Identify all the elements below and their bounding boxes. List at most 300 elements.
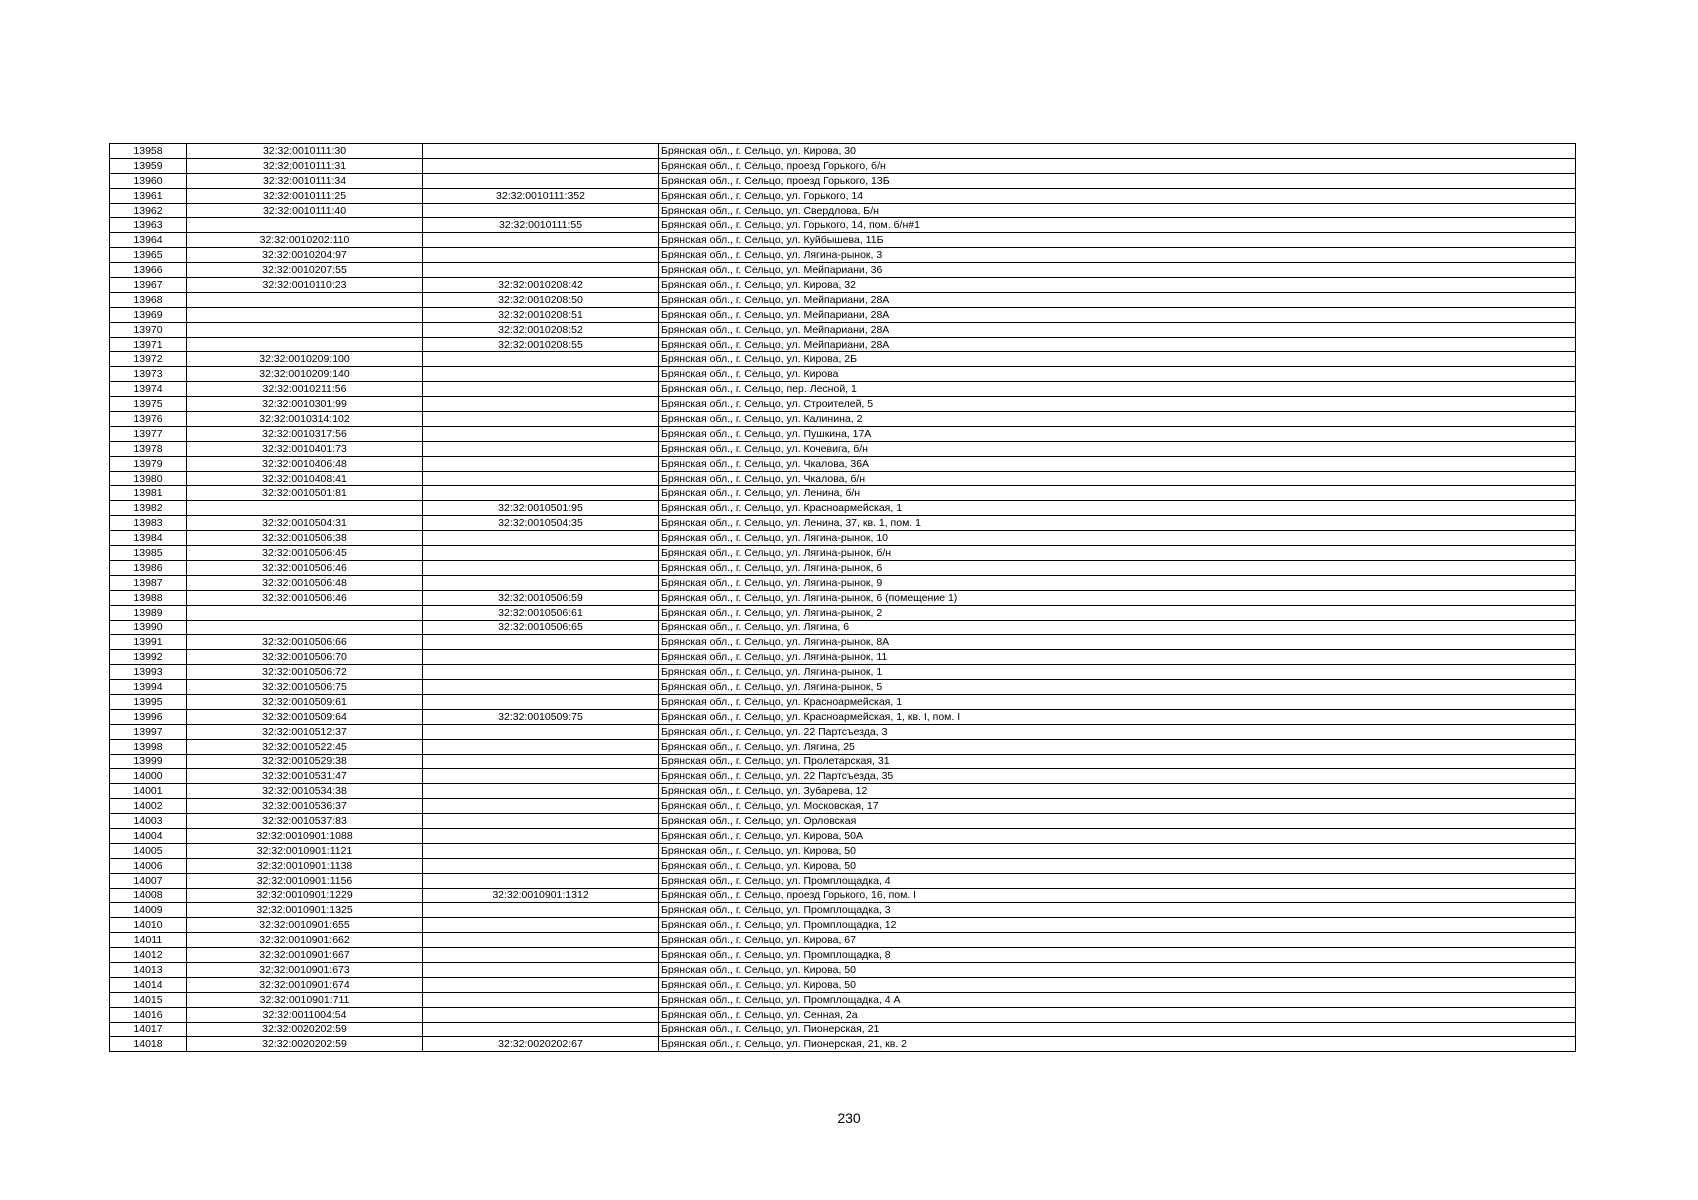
address-cell: Брянская обл., г. Сельцо, ул. Лягина-рынок, 11 <box>659 650 1576 665</box>
sub-object-number-cell: 32:32:0010208:51 <box>423 307 659 322</box>
address-cell: Брянская обл., г. Сельцо, ул. Пролетарская, 31 <box>659 754 1576 769</box>
cadastral-number-cell: 32:32:0010111:31 <box>187 158 423 173</box>
table-row <box>110 933 1576 948</box>
row-number-cell: 14001 <box>110 784 187 799</box>
sub-object-number-cell <box>423 397 659 412</box>
cadastral-number-cell: 32:32:0010506:72 <box>187 665 423 680</box>
cadastral-number-cell: 32:32:0010512:37 <box>187 724 423 739</box>
sub-object-number-cell <box>423 858 659 873</box>
sub-object-number-cell <box>423 650 659 665</box>
row-number-cell: 13961 <box>110 188 187 203</box>
address-cell: Брянская обл., г. Сельцо, ул. Кирова, 30 <box>659 144 1576 159</box>
sub-object-number-cell <box>423 828 659 843</box>
row-number-cell: 13964 <box>110 233 187 248</box>
table-row <box>110 486 1576 501</box>
cadastral-number-cell: 32:32:0010204:97 <box>187 248 423 263</box>
table-row <box>110 992 1576 1007</box>
sub-object-number-cell: 32:32:0010504:35 <box>423 516 659 531</box>
address-cell: Брянская обл., г. Сельцо, ул. Мейпариани, 28А <box>659 322 1576 337</box>
sub-object-number-cell <box>423 843 659 858</box>
row-number-cell: 13985 <box>110 546 187 561</box>
table-row <box>110 546 1576 561</box>
cadastral-number-cell <box>187 501 423 516</box>
row-number-cell: 14003 <box>110 814 187 829</box>
table-row <box>110 739 1576 754</box>
sub-object-number-cell <box>423 665 659 680</box>
cadastral-number-cell: 32:32:0010207:55 <box>187 263 423 278</box>
address-cell: Брянская обл., г. Сельцо, ул. Кирова, 50 <box>659 962 1576 977</box>
table-row <box>110 784 1576 799</box>
table-row <box>110 516 1576 531</box>
table-row <box>110 888 1576 903</box>
row-number-cell: 13986 <box>110 560 187 575</box>
row-number-cell: 13962 <box>110 203 187 218</box>
sub-object-number-cell <box>423 635 659 650</box>
address-cell: Брянская обл., г. Сельцо, ул. Красноармейская, 1 <box>659 694 1576 709</box>
row-number-cell: 13969 <box>110 307 187 322</box>
address-cell: Брянская обл., г. Сельцо, ул. Мейпариани, 36 <box>659 263 1576 278</box>
cadastral-number-cell: 32:32:0010506:70 <box>187 650 423 665</box>
sub-object-number-cell: 32:32:0010111:55 <box>423 218 659 233</box>
table-row <box>110 531 1576 546</box>
cadastral-number-cell: 32:32:0010901:1156 <box>187 873 423 888</box>
table-row <box>110 307 1576 322</box>
sub-object-number-cell <box>423 248 659 263</box>
sub-object-number-cell <box>423 560 659 575</box>
cadastral-number-cell: 32:32:0010529:38 <box>187 754 423 769</box>
row-number-cell: 13978 <box>110 441 187 456</box>
cadastral-number-cell: 32:32:0010901:1088 <box>187 828 423 843</box>
table-row <box>110 158 1576 173</box>
table-row <box>110 278 1576 293</box>
row-number-cell: 13974 <box>110 382 187 397</box>
row-number-cell: 14009 <box>110 903 187 918</box>
address-cell: Брянская обл., г. Сельцо, ул. Лягина-рынок, 6 <box>659 560 1576 575</box>
table-row <box>110 962 1576 977</box>
row-number-cell: 14013 <box>110 962 187 977</box>
cadastral-number-cell: 32:32:0010111:40 <box>187 203 423 218</box>
sub-object-number-cell: 32:32:0020202:67 <box>423 1037 659 1052</box>
row-number-cell: 13996 <box>110 709 187 724</box>
sub-object-number-cell: 32:32:0010208:42 <box>423 278 659 293</box>
table-row <box>110 188 1576 203</box>
cadastral-number-cell: 32:32:0010901:1121 <box>187 843 423 858</box>
address-cell: Брянская обл., г. Сельцо, ул. Лягина-рынок, 6 (помещение 1) <box>659 590 1576 605</box>
address-cell: Брянская обл., г. Сельцо, ул. Кирова, 2Б <box>659 352 1576 367</box>
address-cell: Брянская обл., г. Сельцо, ул. Свердлова, Б/н <box>659 203 1576 218</box>
cadastral-number-cell <box>187 620 423 635</box>
sub-object-number-cell: 32:32:0010501:95 <box>423 501 659 516</box>
row-number-cell: 13988 <box>110 590 187 605</box>
address-cell: Брянская обл., г. Сельцо, ул. Промплощадка, 4 А <box>659 992 1576 1007</box>
address-cell: Брянская обл., г. Сельцо, ул. Чкалова, 36А <box>659 456 1576 471</box>
sub-object-number-cell <box>423 680 659 695</box>
cadastral-number-cell: 32:32:0010901:1138 <box>187 858 423 873</box>
sub-object-number-cell: 32:32:0010509:75 <box>423 709 659 724</box>
table-row <box>110 501 1576 516</box>
table-row <box>110 203 1576 218</box>
cadastral-number-cell: 32:32:0010506:45 <box>187 546 423 561</box>
address-cell: Брянская обл., г. Сельцо, ул. Кирова, 67 <box>659 933 1576 948</box>
table-row <box>110 233 1576 248</box>
table-row <box>110 665 1576 680</box>
sub-object-number-cell <box>423 158 659 173</box>
table-row <box>110 635 1576 650</box>
cadastral-number-cell: 32:32:0010506:46 <box>187 590 423 605</box>
row-number-cell: 13997 <box>110 724 187 739</box>
table-row <box>110 977 1576 992</box>
sub-object-number-cell: 32:32:0010901:1312 <box>423 888 659 903</box>
row-number-cell: 13972 <box>110 352 187 367</box>
sub-object-number-cell <box>423 173 659 188</box>
address-cell: Брянская обл., г. Сельцо, ул. Кирова, 50 <box>659 977 1576 992</box>
row-number-cell: 13981 <box>110 486 187 501</box>
sub-object-number-cell <box>423 456 659 471</box>
table-row <box>110 456 1576 471</box>
cadastral-number-cell: 32:32:0010408:41 <box>187 471 423 486</box>
row-number-cell: 13989 <box>110 605 187 620</box>
table-row <box>110 337 1576 352</box>
table-row <box>110 724 1576 739</box>
sub-object-number-cell: 32:32:0010506:61 <box>423 605 659 620</box>
table-row <box>110 248 1576 263</box>
row-number-cell: 13995 <box>110 694 187 709</box>
address-cell: Брянская обл., г. Сельцо, ул. Кирова, 50А <box>659 828 1576 843</box>
cadastral-number-cell: 32:32:0010522:45 <box>187 739 423 754</box>
row-number-cell: 14010 <box>110 918 187 933</box>
address-cell: Брянская обл., г. Сельцо, ул. Лягина-рынок, 2 <box>659 605 1576 620</box>
cadastral-number-cell: 32:32:0010509:64 <box>187 709 423 724</box>
address-cell: Брянская обл., г. Сельцо, ул. Пушкина, 17А <box>659 426 1576 441</box>
cadastral-number-cell: 32:32:0010506:46 <box>187 560 423 575</box>
cadastral-number-cell: 32:32:0010901:655 <box>187 918 423 933</box>
row-number-cell: 13959 <box>110 158 187 173</box>
sub-object-number-cell <box>423 754 659 769</box>
table-row <box>110 709 1576 724</box>
property-table-body <box>110 144 1576 1052</box>
sub-object-number-cell <box>423 546 659 561</box>
sub-object-number-cell <box>423 933 659 948</box>
row-number-cell: 14007 <box>110 873 187 888</box>
address-cell: Брянская обл., г. Сельцо, ул. Кирова, 50 <box>659 858 1576 873</box>
address-cell: Брянская обл., г. Сельцо, ул. Лягина, 6 <box>659 620 1576 635</box>
cadastral-number-cell: 32:32:0011004:54 <box>187 1007 423 1022</box>
row-number-cell: 14018 <box>110 1037 187 1052</box>
address-cell: Брянская обл., г. Сельцо, ул. Пионерская, 21 <box>659 1022 1576 1037</box>
sub-object-number-cell: 32:32:0010506:59 <box>423 590 659 605</box>
table-row <box>110 397 1576 412</box>
sub-object-number-cell <box>423 575 659 590</box>
table-row <box>110 1022 1576 1037</box>
sub-object-number-cell: 32:32:0010208:50 <box>423 292 659 307</box>
cadastral-number-cell: 32:32:0010401:73 <box>187 441 423 456</box>
cadastral-number-cell: 32:32:0010209:140 <box>187 367 423 382</box>
cadastral-number-cell <box>187 218 423 233</box>
table-row <box>110 903 1576 918</box>
cadastral-number-cell <box>187 307 423 322</box>
table-row <box>110 605 1576 620</box>
cadastral-number-cell <box>187 337 423 352</box>
row-number-cell: 13975 <box>110 397 187 412</box>
cadastral-number-cell: 32:32:0010506:38 <box>187 531 423 546</box>
row-number-cell: 14016 <box>110 1007 187 1022</box>
cadastral-number-cell: 32:32:0010506:75 <box>187 680 423 695</box>
row-number-cell: 13982 <box>110 501 187 516</box>
address-cell: Брянская обл., г. Сельцо, ул. Красноармейская, 1 <box>659 501 1576 516</box>
table-row <box>110 412 1576 427</box>
cadastral-number-cell: 32:32:0010901:667 <box>187 948 423 963</box>
sub-object-number-cell <box>423 962 659 977</box>
sub-object-number-cell <box>423 441 659 456</box>
table-row <box>110 680 1576 695</box>
table-row <box>110 694 1576 709</box>
address-cell: Брянская обл., г. Сельцо, пер. Лесной, 1 <box>659 382 1576 397</box>
row-number-cell: 13999 <box>110 754 187 769</box>
address-cell: Брянская обл., г. Сельцо, ул. Ленина, 37, кв. 1, пом. 1 <box>659 516 1576 531</box>
address-cell: Брянская обл., г. Сельцо, ул. Лягина-рынок, 5 <box>659 680 1576 695</box>
row-number-cell: 13973 <box>110 367 187 382</box>
cadastral-number-cell: 32:32:0010504:31 <box>187 516 423 531</box>
address-cell: Брянская обл., г. Сельцо, ул. 22 Партсъезда, 3 <box>659 724 1576 739</box>
address-cell: Брянская обл., г. Сельцо, ул. Лягина-рынок, 8А <box>659 635 1576 650</box>
address-cell: Брянская обл., г. Сельцо, ул. Пионерская, 21, кв. 2 <box>659 1037 1576 1052</box>
row-number-cell: 14005 <box>110 843 187 858</box>
address-cell: Брянская обл., г. Сельцо, проезд Горького, б/н <box>659 158 1576 173</box>
sub-object-number-cell <box>423 724 659 739</box>
cadastral-number-cell: 32:32:0010314:102 <box>187 412 423 427</box>
sub-object-number-cell <box>423 1007 659 1022</box>
address-cell: Брянская обл., г. Сельцо, ул. Лягина, 25 <box>659 739 1576 754</box>
row-number-cell: 14000 <box>110 769 187 784</box>
cadastral-number-cell: 32:32:0010111:25 <box>187 188 423 203</box>
sub-object-number-cell <box>423 769 659 784</box>
sub-object-number-cell: 32:32:0010208:52 <box>423 322 659 337</box>
row-number-cell: 13991 <box>110 635 187 650</box>
cadastral-number-cell: 32:32:0010111:30 <box>187 144 423 159</box>
address-cell: Брянская обл., г. Сельцо, проезд Горького, 13Б <box>659 173 1576 188</box>
sub-object-number-cell <box>423 367 659 382</box>
address-cell: Брянская обл., г. Сельцо, ул. Кирова, 32 <box>659 278 1576 293</box>
cadastral-number-cell: 32:32:0010209:100 <box>187 352 423 367</box>
row-number-cell: 13968 <box>110 292 187 307</box>
address-cell: Брянская обл., г. Сельцо, ул. Кочевига, б/н <box>659 441 1576 456</box>
address-cell: Брянская обл., г. Сельцо, ул. Лягина-рынок, 1 <box>659 665 1576 680</box>
sub-object-number-cell <box>423 382 659 397</box>
cadastral-number-cell: 32:32:0010317:56 <box>187 426 423 441</box>
sub-object-number-cell <box>423 918 659 933</box>
table-row <box>110 322 1576 337</box>
row-number-cell: 14006 <box>110 858 187 873</box>
sub-object-number-cell <box>423 531 659 546</box>
row-number-cell: 13971 <box>110 337 187 352</box>
page-number: 230 <box>837 1110 861 1126</box>
table-row <box>110 590 1576 605</box>
cadastral-number-cell: 32:32:0010901:674 <box>187 977 423 992</box>
property-table <box>109 143 1576 1052</box>
sub-object-number-cell: 32:32:0010111:352 <box>423 188 659 203</box>
sub-object-number-cell <box>423 903 659 918</box>
sub-object-number-cell: 32:32:0010506:65 <box>423 620 659 635</box>
table-row <box>110 426 1576 441</box>
sub-object-number-cell <box>423 948 659 963</box>
address-cell: Брянская обл., г. Сельцо, ул. Чкалова, б/н <box>659 471 1576 486</box>
table-row <box>110 144 1576 159</box>
address-cell: Брянская обл., г. Сельцо, ул. Промплощадка, 12 <box>659 918 1576 933</box>
cadastral-number-cell: 32:32:0010111:34 <box>187 173 423 188</box>
address-cell: Брянская обл., г. Сельцо, ул. Мейпариани, 28А <box>659 337 1576 352</box>
sub-object-number-cell <box>423 486 659 501</box>
row-number-cell: 14017 <box>110 1022 187 1037</box>
row-number-cell: 13983 <box>110 516 187 531</box>
row-number-cell: 13960 <box>110 173 187 188</box>
address-cell: Брянская обл., г. Сельцо, ул. Красноармейская, 1, кв. I, пом. I <box>659 709 1576 724</box>
cadastral-number-cell: 32:32:0010301:99 <box>187 397 423 412</box>
row-number-cell: 14004 <box>110 828 187 843</box>
row-number-cell: 13967 <box>110 278 187 293</box>
row-number-cell: 14002 <box>110 799 187 814</box>
table-row <box>110 799 1576 814</box>
table-row <box>110 620 1576 635</box>
row-number-cell: 13998 <box>110 739 187 754</box>
row-number-cell: 14008 <box>110 888 187 903</box>
address-cell: Брянская обл., г. Сельцо, ул. Калинина, 2 <box>659 412 1576 427</box>
table-row <box>110 948 1576 963</box>
table-row <box>110 858 1576 873</box>
sub-object-number-cell <box>423 784 659 799</box>
row-number-cell: 13963 <box>110 218 187 233</box>
cadastral-number-cell: 32:32:0010901:1229 <box>187 888 423 903</box>
address-cell: Брянская обл., г. Сельцо, ул. Промплощадка, 3 <box>659 903 1576 918</box>
table-row <box>110 173 1576 188</box>
row-number-cell: 14012 <box>110 948 187 963</box>
sub-object-number-cell <box>423 739 659 754</box>
row-number-cell: 14015 <box>110 992 187 1007</box>
table-row <box>110 1037 1576 1052</box>
sub-object-number-cell <box>423 873 659 888</box>
cadastral-number-cell: 32:32:0010536:37 <box>187 799 423 814</box>
cadastral-number-cell: 32:32:0010202:110 <box>187 233 423 248</box>
row-number-cell: 13990 <box>110 620 187 635</box>
cadastral-number-cell: 32:32:0010901:1325 <box>187 903 423 918</box>
table-row <box>110 918 1576 933</box>
cadastral-number-cell <box>187 292 423 307</box>
row-number-cell: 13966 <box>110 263 187 278</box>
sub-object-number-cell <box>423 1022 659 1037</box>
address-cell: Брянская обл., г. Сельцо, ул. Промплощадка, 8 <box>659 948 1576 963</box>
cadastral-number-cell: 32:32:0020202:59 <box>187 1022 423 1037</box>
address-cell: Брянская обл., г. Сельцо, ул. Зубарева, 12 <box>659 784 1576 799</box>
address-cell: Брянская обл., г. Сельцо, ул. Лягина-рынок, 10 <box>659 531 1576 546</box>
table-row <box>110 471 1576 486</box>
row-number-cell: 13993 <box>110 665 187 680</box>
sub-object-number-cell <box>423 233 659 248</box>
cadastral-number-cell: 32:32:0010531:47 <box>187 769 423 784</box>
cadastral-number-cell <box>187 605 423 620</box>
table-row <box>110 1007 1576 1022</box>
table-row <box>110 828 1576 843</box>
row-number-cell: 13979 <box>110 456 187 471</box>
cadastral-number-cell <box>187 322 423 337</box>
sub-object-number-cell <box>423 263 659 278</box>
sub-object-number-cell <box>423 694 659 709</box>
sub-object-number-cell: 32:32:0010208:55 <box>423 337 659 352</box>
table-row <box>110 352 1576 367</box>
cadastral-number-cell: 32:32:0010506:48 <box>187 575 423 590</box>
row-number-cell: 13958 <box>110 144 187 159</box>
row-number-cell: 13980 <box>110 471 187 486</box>
cadastral-number-cell: 32:32:0010509:61 <box>187 694 423 709</box>
cadastral-number-cell: 32:32:0010211:56 <box>187 382 423 397</box>
table-row <box>110 292 1576 307</box>
row-number-cell: 13977 <box>110 426 187 441</box>
table-row <box>110 843 1576 858</box>
address-cell: Брянская обл., г. Сельцо, ул. Кирова <box>659 367 1576 382</box>
cadastral-number-cell: 32:32:0010501:81 <box>187 486 423 501</box>
cadastral-number-cell: 32:32:0020202:59 <box>187 1037 423 1052</box>
table-row <box>110 441 1576 456</box>
cadastral-number-cell: 32:32:0010901:673 <box>187 962 423 977</box>
sub-object-number-cell <box>423 799 659 814</box>
address-cell: Брянская обл., г. Сельцо, проезд Горького, 16, пом. I <box>659 888 1576 903</box>
row-number-cell: 14011 <box>110 933 187 948</box>
address-cell: Брянская обл., г. Сельцо, ул. Кирова, 50 <box>659 843 1576 858</box>
sub-object-number-cell <box>423 992 659 1007</box>
address-cell: Брянская обл., г. Сельцо, ул. Орловская <box>659 814 1576 829</box>
cadastral-number-cell: 32:32:0010406:48 <box>187 456 423 471</box>
sub-object-number-cell <box>423 814 659 829</box>
sub-object-number-cell <box>423 412 659 427</box>
address-cell: Брянская обл., г. Сельцо, ул. Горького, 14, пом. б/н#1 <box>659 218 1576 233</box>
address-cell: Брянская обл., г. Сельцо, ул. 22 Партсъезда, 35 <box>659 769 1576 784</box>
table-row <box>110 650 1576 665</box>
table-row <box>110 754 1576 769</box>
table-row <box>110 769 1576 784</box>
table-row <box>110 814 1576 829</box>
address-cell: Брянская обл., г. Сельцо, ул. Лягина-рынок, б/н <box>659 546 1576 561</box>
address-cell: Брянская обл., г. Сельцо, ул. Мейпариани, 28А <box>659 292 1576 307</box>
table-row <box>110 575 1576 590</box>
address-cell: Брянская обл., г. Сельцо, ул. Ленина, б/н <box>659 486 1576 501</box>
address-cell: Брянская обл., г. Сельцо, ул. Строителей, 5 <box>659 397 1576 412</box>
row-number-cell: 13970 <box>110 322 187 337</box>
sub-object-number-cell <box>423 471 659 486</box>
cadastral-number-cell: 32:32:0010901:711 <box>187 992 423 1007</box>
cadastral-number-cell: 32:32:0010110:23 <box>187 278 423 293</box>
cadastral-number-cell: 32:32:0010506:66 <box>187 635 423 650</box>
table-row <box>110 560 1576 575</box>
sub-object-number-cell <box>423 203 659 218</box>
row-number-cell: 13994 <box>110 680 187 695</box>
address-cell: Брянская обл., г. Сельцо, ул. Лягина-рынок, 3 <box>659 248 1576 263</box>
cadastral-number-cell: 32:32:0010901:662 <box>187 933 423 948</box>
table-row <box>110 263 1576 278</box>
sub-object-number-cell <box>423 144 659 159</box>
sub-object-number-cell <box>423 426 659 441</box>
table-row <box>110 218 1576 233</box>
table-row <box>110 382 1576 397</box>
row-number-cell: 14014 <box>110 977 187 992</box>
row-number-cell: 13987 <box>110 575 187 590</box>
sub-object-number-cell <box>423 352 659 367</box>
address-cell: Брянская обл., г. Сельцо, ул. Сенная, 2а <box>659 1007 1576 1022</box>
address-cell: Брянская обл., г. Сельцо, ул. Московская, 17 <box>659 799 1576 814</box>
address-cell: Брянская обл., г. Сельцо, ул. Промплощадка, 4 <box>659 873 1576 888</box>
address-cell: Брянская обл., г. Сельцо, ул. Куйбышева, 11Б <box>659 233 1576 248</box>
row-number-cell: 13976 <box>110 412 187 427</box>
row-number-cell: 13984 <box>110 531 187 546</box>
table-row <box>110 873 1576 888</box>
address-cell: Брянская обл., г. Сельцо, ул. Горького, 14 <box>659 188 1576 203</box>
